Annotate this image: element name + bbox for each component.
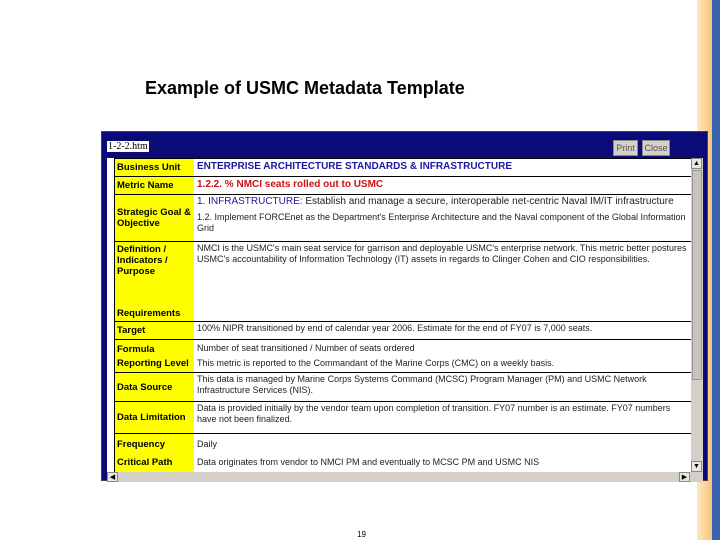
goal-heading: 1. INFRASTRUCTURE: [197,196,303,207]
scroll-right-icon[interactable]: ▶ [679,472,690,482]
value: Data is provided initially by the vendor team upon completion of transition. FY07 number is an estimate. FY07 numbers have not been finalized. [197,403,671,424]
value: Daily [197,438,218,449]
row-business-unit [114,158,691,176]
decorative-stripe-blue [712,0,720,540]
row-data-limitation [114,401,691,433]
row-strategic-goal [114,194,691,241]
row-target [114,321,691,339]
label: Formula [117,343,155,355]
close-button[interactable]: Close [642,140,670,156]
metadata-table [107,158,703,472]
value: ENTERPRISE ARCHITECTURE STANDARDS & INFRASTRUCTURE [197,161,513,172]
objective-text: 1.2. Implement FORCEnet as the Department's Enterprise Architecture and the Naval component of the Global Information Grid [197,212,686,233]
value: Data originates from vendor to NMCI PM and eventually to MCSC PM and USMC NIS [197,457,540,468]
row-formula [114,339,691,372]
label: Target [117,325,146,336]
row-frequency [114,433,691,472]
label: Metric Name [117,180,174,191]
label: Data Source [117,381,173,393]
label: Requirements [117,308,181,319]
browser-popup-window [101,131,708,481]
window-title: 1-2-2.htm [108,141,148,152]
label: Critical Path [117,456,173,468]
label: Definition / Indicators / Purpose [117,244,168,277]
row-metric-name [114,176,691,194]
slide-title: Example of USMC Metadata Template [145,78,465,98]
scroll-thumb[interactable] [692,170,702,380]
label: Business Unit [117,162,181,173]
row-data-source [114,372,691,401]
value: NMCI is the USMC's main seat service for garrison and deployable USMC's enterprise network. This metric better postures USMC's accountability of Information Technology (IT) assets in regards to Clinger Cohen and CIO responsibilities. [197,243,687,264]
label: Frequency [117,439,166,451]
value: 1.2.2. % NMCI seats rolled out to USMC [197,179,384,190]
scroll-up-icon[interactable]: ▲ [691,158,702,169]
print-button[interactable]: Print [613,140,638,156]
label: Reporting Level [117,357,189,369]
value: 100% NIPR transitioned by end of calendar year 2006. Estimate for the end of FY07 is 7,000 seats. [197,323,593,333]
horizontal-scrollbar[interactable] [107,472,703,482]
scroll-down-icon[interactable]: ▼ [691,461,702,472]
value: Number of seat transitioned / Number of seats ordered [197,343,415,353]
label: Strategic Goal & Objective [117,207,191,229]
row-definition [114,241,691,321]
scroll-left-icon[interactable]: ◀ [107,472,118,482]
value: This data is managed by Marine Corps Systems Command (MCSC) Program Manager (PM) and USMC Network Infrastructure Services (NIS). [197,374,647,395]
page-number: 19 [357,530,366,539]
value: This metric is reported to the Commandant of the Marine Corps (CMC) on a weekly basis. [197,358,555,368]
label: Data Limitation [117,412,186,423]
goal-text: Establish and manage a secure, interoperable net-centric Naval IM/IT infrastructure [305,196,674,207]
vertical-scrollbar[interactable] [691,158,703,472]
